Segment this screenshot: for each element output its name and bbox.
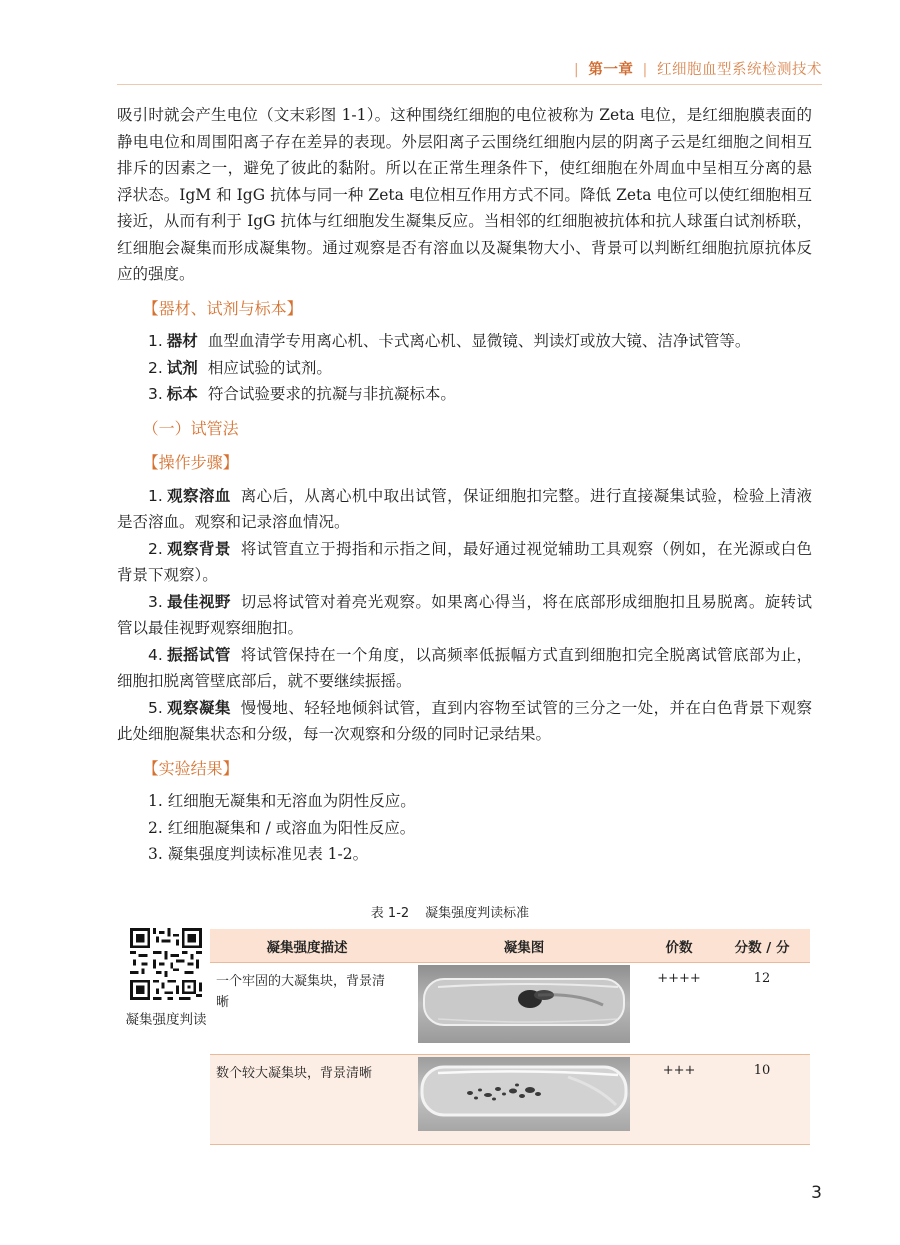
item-label: 标本	[166, 385, 198, 403]
item-text: 切忌将试管对着亮光观察。如果离心得当，将在底部形成细胞扣且易脱离。旋转试管以最佳视野观察细胞扣。	[117, 592, 812, 637]
materials-item	[117, 328, 812, 355]
item-number: 2.	[148, 358, 163, 377]
item-label: 观察凝集	[166, 698, 231, 717]
agglutination-tube-image	[418, 1057, 630, 1131]
item-number: 1.	[148, 486, 163, 505]
header-rule	[117, 84, 822, 85]
table-caption-number: 表 1-2	[370, 906, 410, 921]
table-cell-image	[404, 1055, 644, 1145]
item-number: 1.	[148, 332, 163, 350]
materials-item	[117, 355, 812, 382]
agglutination-tube-image	[418, 965, 630, 1043]
header-separator: |	[642, 62, 648, 78]
step-item	[117, 536, 812, 589]
table-header-cell: 价数	[644, 929, 714, 963]
item-text: 将试管保持在一个角度，以高频率低振幅方式直到细胞扣完全脱离试管底部为止，细胞扣脱离管壁底部后，就不要继续振摇。	[117, 645, 812, 690]
item-label: 观察背景	[166, 539, 231, 558]
table-row	[210, 1055, 810, 1145]
item-number: 3.	[148, 592, 163, 611]
running-header	[570, 58, 822, 79]
item-text: 血型血清学专用离心机、卡式离心机、显微镜、判读灯或放大镜、洁净试管等。	[207, 332, 751, 350]
step-item	[117, 589, 812, 642]
header-title: 红细胞血型系统检测技术	[657, 62, 822, 78]
item-text: 相应试验的试剂。	[207, 358, 332, 377]
item-text: 将试管直立于拇指和示指之间，最好通过视觉辅助工具观察（例如，在光源或白色背景下观察）。	[117, 539, 812, 584]
table-row	[210, 963, 810, 1055]
table-header-cell: 分数 / 分	[714, 929, 810, 963]
step-item	[117, 483, 812, 536]
step-item	[117, 695, 812, 748]
table-cell-description: 数个较大凝集块，背景清晰	[210, 1055, 404, 1145]
agglutination-table	[210, 929, 810, 1145]
subsection-heading-tube: （一）试管法	[142, 418, 239, 438]
header-separator: |	[573, 62, 580, 78]
item-label: 器材	[166, 332, 198, 350]
table-header-row	[210, 929, 810, 963]
item-label: 振摇试管	[166, 645, 231, 664]
table-header-cell: 凝集强度描述	[210, 929, 404, 963]
result-item: 1. 红细胞无凝集和无溶血为阴性反应。	[148, 792, 416, 810]
item-number: 2.	[148, 539, 163, 558]
section-heading-materials: 【器材、试剂与标本】	[142, 298, 303, 318]
table-cell-price: ++++	[644, 963, 714, 1055]
item-text: 慢慢地、轻轻地倾斜试管，直到内容物至试管的三分之一处，并在白色背景下观察此处细胞凝集状态和分级，每一次观察和分级的同时记录结果。	[117, 698, 812, 743]
table-cell-image	[404, 963, 644, 1055]
table-cell-price: +++	[644, 1055, 714, 1145]
qr-code-icon[interactable]	[130, 928, 202, 1000]
item-text: 离心后，从离心机中取出试管，保证细胞扣完整。进行直接凝集试验，检验上清液是否溶血。观察和记录溶血情况。	[117, 486, 812, 531]
item-label: 观察溶血	[166, 486, 231, 505]
header-chapter: 第一章	[588, 62, 634, 78]
table-cell-score: 10	[714, 1055, 810, 1145]
result-item: 2. 红细胞凝集和 / 或溶血为阳性反应。	[148, 818, 416, 837]
page-number: 3	[811, 1183, 822, 1203]
result-item: 3. 凝集强度判读标准见表 1-2。	[148, 845, 369, 863]
item-text: 符合试验要求的抗凝与非抗凝标本。	[207, 385, 456, 403]
materials-item	[117, 381, 812, 408]
section-heading-results: 【实验结果】	[142, 758, 239, 778]
table-header-cell: 凝集图	[404, 929, 644, 963]
item-number: 3.	[148, 385, 163, 403]
item-label: 试剂	[166, 358, 198, 377]
table-caption	[0, 902, 900, 921]
item-number: 5.	[148, 698, 163, 717]
table-cell-score: 12	[714, 963, 810, 1055]
table-caption-title: 凝集强度判读标准	[425, 906, 530, 921]
step-item	[117, 642, 812, 695]
section-heading-steps: 【操作步骤】	[142, 453, 239, 472]
intro-paragraph: 吸引时就会产生电位（文末彩图 1-1）。这种围绕红细胞的电位被称为 Zeta 电位，是红细胞膜表面的静电电位和周围阳离子存在差异的表现。外层阳离子云围绕红细胞内层的阴离子云是红细胞之间相互排斥的因素之一，避免了彼此的黏附。所以在正常生理条件下，使红细胞在外周血中呈相互分离的悬浮状态。IgM 和 IgG 抗体与同一种 Zeta 电位相互作用方式不同。降低 Zeta 电位可以使红细胞相互接近，从而有利于 IgG 抗体与红细胞发生凝集反应。当相邻的红细胞被抗体和抗人球蛋白试剂桥联，红细胞会凝集而形成凝集物。通过观察是否有溶血以及凝集物大小、背景可以判断红细胞抗原抗体反应的强度。	[117, 106, 812, 283]
item-label: 最佳视野	[166, 592, 231, 611]
page-body	[117, 102, 812, 868]
item-number: 4.	[148, 645, 163, 664]
qr-block	[116, 928, 216, 1028]
table-cell-description: 一个牢固的大凝集块，背景清晰	[210, 963, 404, 1055]
qr-label: 凝集强度判读	[125, 1012, 207, 1028]
